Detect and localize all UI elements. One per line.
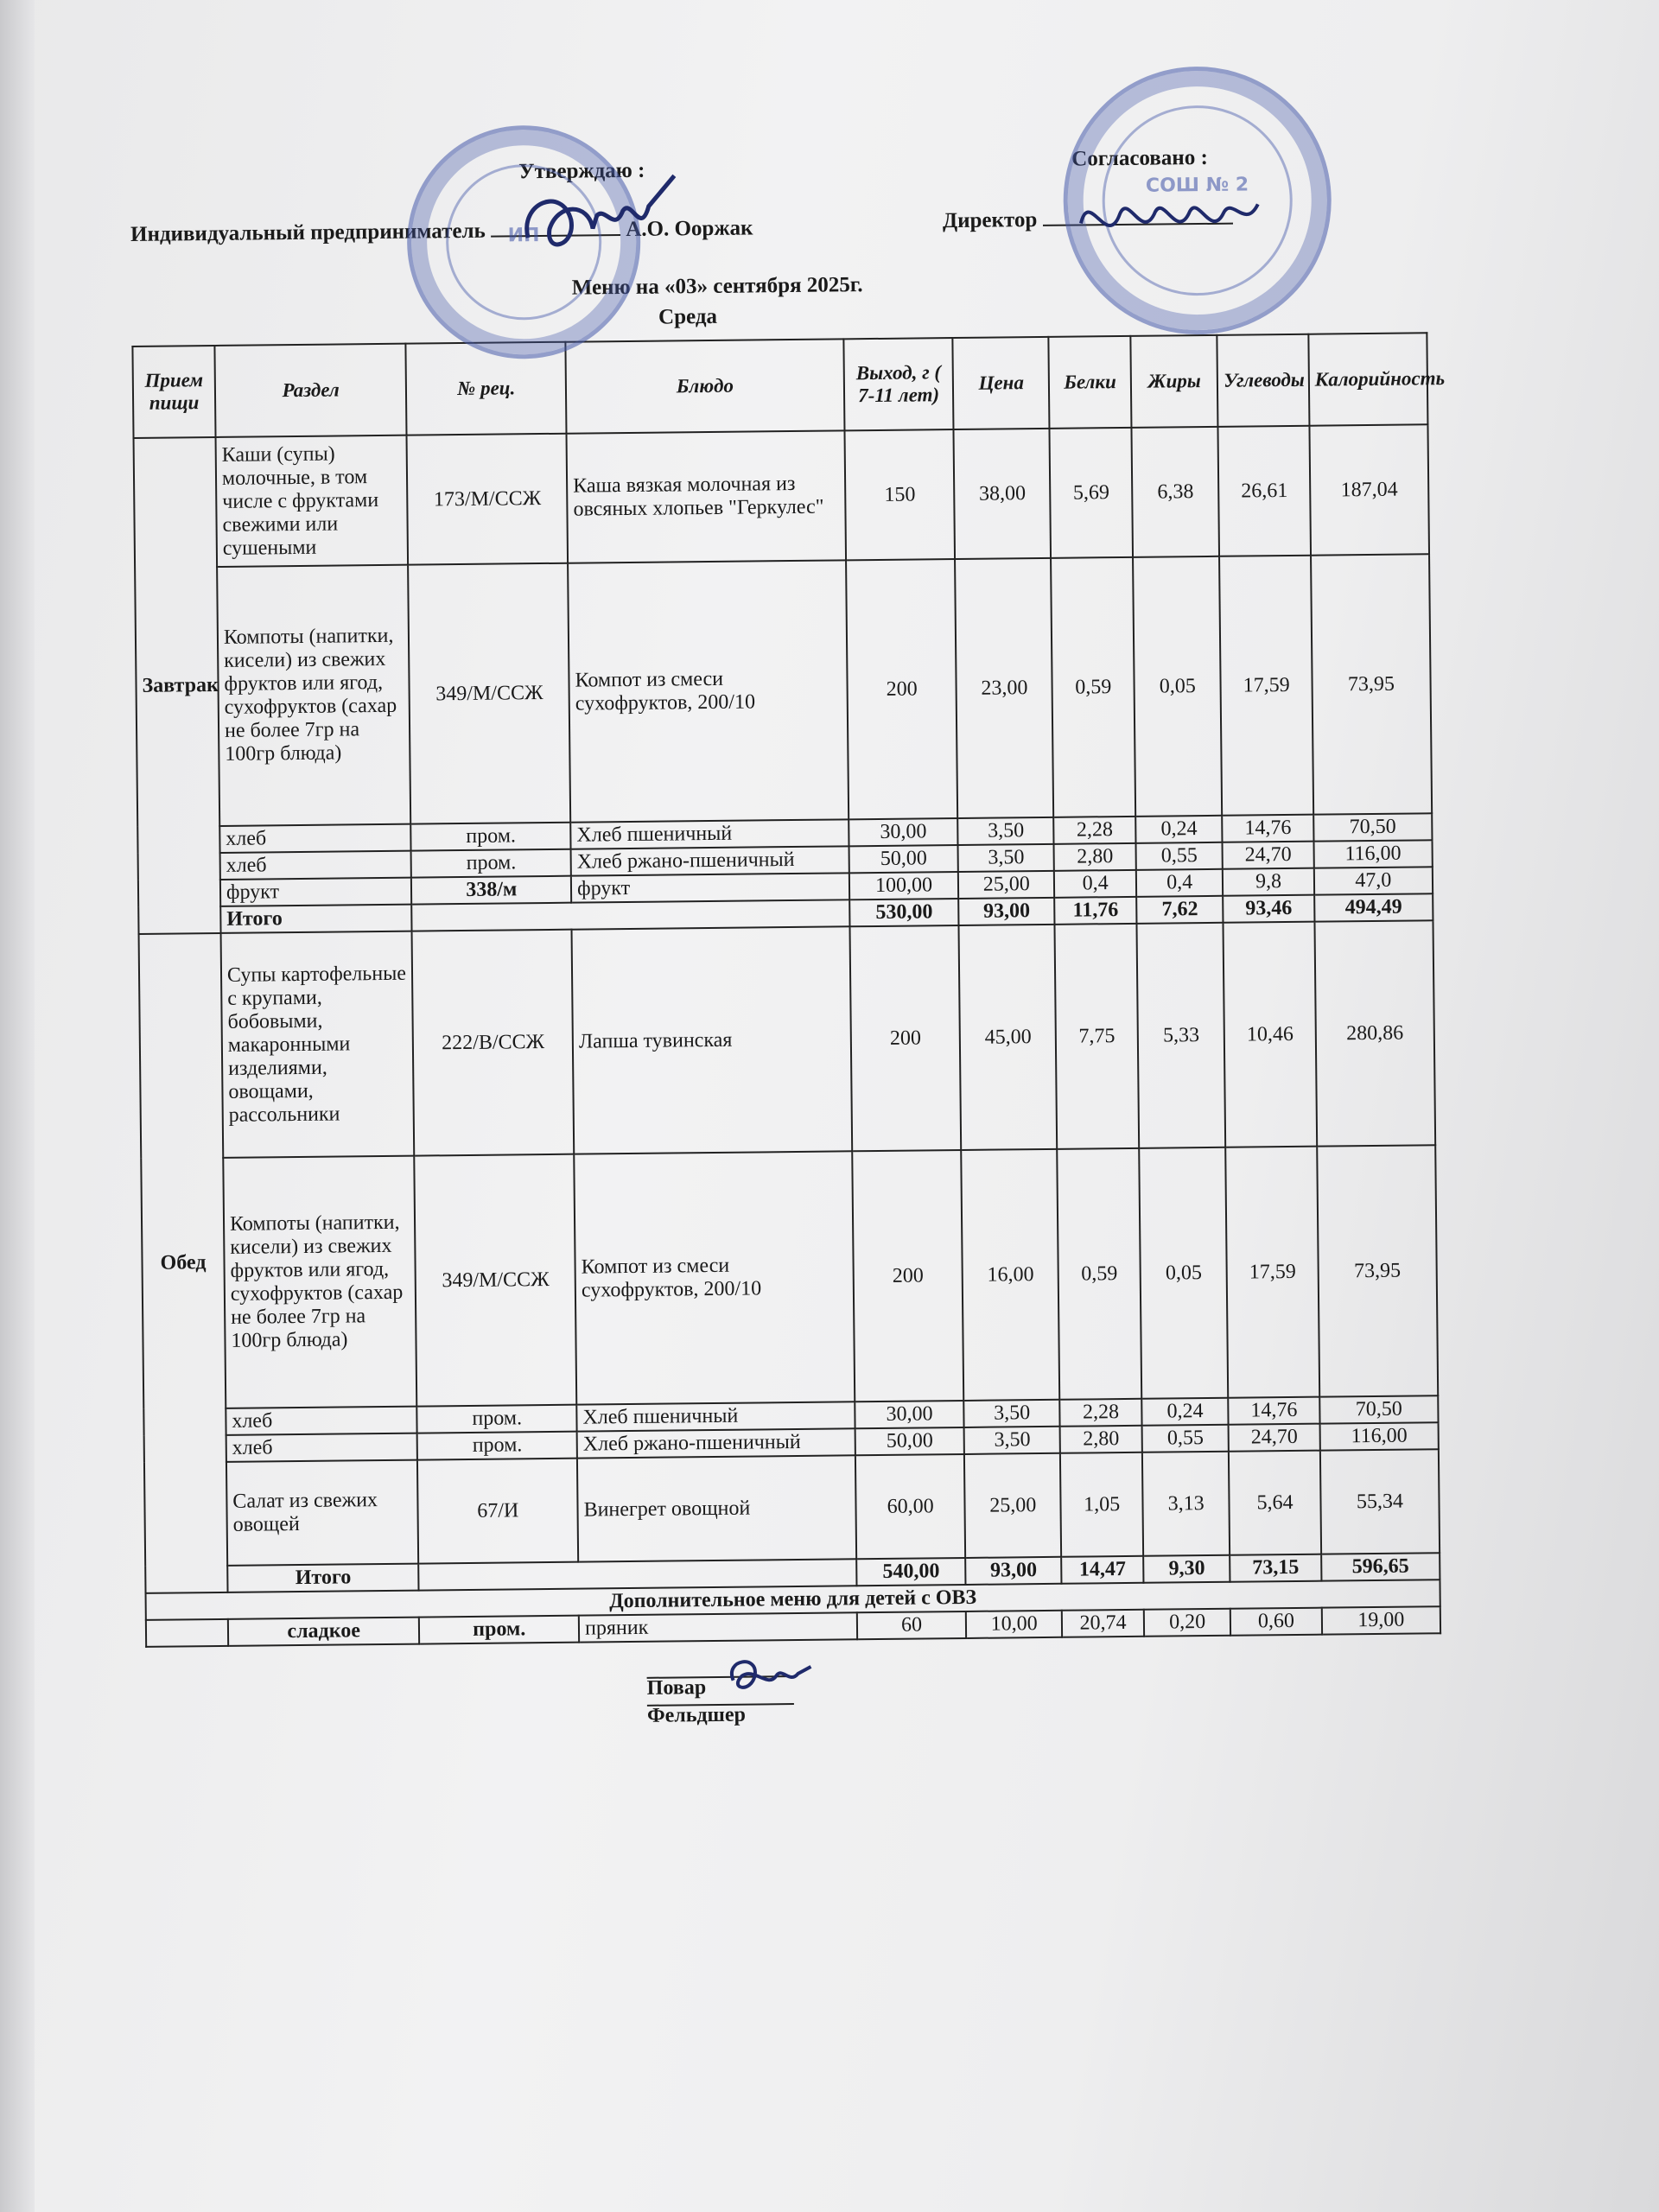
row-carbs: 10,46	[1224, 922, 1317, 1147]
row-carbs: 24,70	[1223, 842, 1314, 869]
row-carbs: 5,64	[1229, 1451, 1321, 1555]
document-header	[130, 133, 1445, 346]
row-price: 45,00	[959, 925, 1057, 1150]
row-carbs: 17,59	[1219, 556, 1313, 816]
row-dish: Хлеб пшеничный	[570, 819, 849, 849]
director-signature	[1071, 178, 1262, 257]
row-yield: 150	[844, 429, 955, 560]
row-fat: 0,55	[1142, 1425, 1230, 1452]
row-carbs: 14,76	[1229, 1397, 1320, 1425]
entrepreneur-title: Индивидуальный предприниматель	[130, 219, 486, 246]
row-fat: 0,05	[1133, 556, 1222, 817]
row-recipe: пром.	[411, 823, 571, 851]
row-dish: Хлеб ржано-пшеничный	[577, 1428, 855, 1458]
row-price: 38,00	[954, 429, 1051, 559]
row-kcal: 280,86	[1314, 920, 1435, 1146]
header-kcal: Калорийность	[1308, 333, 1427, 425]
row-protein: 2,28	[1059, 1399, 1141, 1427]
total-price: 93,00	[959, 898, 1055, 925]
row-yield: 50,00	[855, 1427, 964, 1455]
entrepreneur-stamp: ИП	[406, 124, 642, 360]
row-fat: 0,24	[1135, 816, 1223, 843]
row-protein: 1,05	[1060, 1452, 1143, 1557]
total-yield: 540,00	[856, 1558, 966, 1586]
row-protein: 2,28	[1053, 817, 1135, 844]
row-kcal: 187,04	[1309, 424, 1429, 555]
row-carbs: 9,8	[1223, 868, 1314, 896]
agreed-label: Согласовано :	[1071, 145, 1208, 171]
header-protein: Белки	[1049, 336, 1132, 429]
paper-edge	[0, 0, 35, 2212]
extra-meal-empty	[146, 1619, 228, 1647]
row-fat: 6,38	[1132, 427, 1220, 557]
row-fat: 0,4	[1136, 869, 1224, 897]
table-row	[134, 424, 1429, 568]
row-recipe: 222/В/ССЖ	[412, 930, 574, 1156]
row-protein: 0,59	[1051, 557, 1135, 817]
row-dish: Хлеб пшеничный	[576, 1402, 855, 1431]
director-title: Директор	[942, 208, 1038, 233]
row-kcal: 70,50	[1319, 1395, 1439, 1423]
menu-title: Меню на «03» сентября 2025г.	[571, 273, 863, 300]
row-fat: 0,24	[1141, 1398, 1229, 1426]
row-fat: 3,13	[1142, 1452, 1230, 1556]
row-section: хлеб	[226, 1433, 418, 1462]
row-protein: 2,80	[1060, 1426, 1142, 1453]
row-kcal: 116,00	[1313, 840, 1433, 868]
total-carbs: 93,46	[1223, 895, 1314, 923]
row-price: 3,50	[958, 817, 1054, 845]
row-fat: 5,33	[1137, 923, 1226, 1148]
row-price: 25,00	[964, 1453, 1061, 1558]
row-price: 10,00	[966, 1611, 1062, 1638]
header-price: Цена	[953, 337, 1050, 429]
row-recipe: пром.	[417, 1405, 577, 1433]
row-section: сладкое	[228, 1618, 420, 1646]
total-price: 93,00	[966, 1557, 1062, 1585]
row-carbs: 26,61	[1218, 426, 1311, 556]
header-section: Раздел	[214, 344, 407, 437]
row-dish: Лапша тувинская	[572, 926, 852, 1154]
row-kcal: 70,50	[1313, 813, 1433, 841]
meal-breakfast: Завтрак	[134, 437, 221, 934]
row-kcal: 55,34	[1320, 1449, 1440, 1554]
row-fat: 0,20	[1144, 1609, 1231, 1637]
row-dish: Компот из смеси сухофруктов, 200/10	[574, 1151, 855, 1404]
row-dish: Винегрет овощной	[577, 1455, 856, 1561]
total-fat: 7,62	[1136, 896, 1224, 924]
row-protein: 2,80	[1054, 843, 1136, 871]
table-row	[139, 920, 1436, 1159]
table-row	[144, 1449, 1440, 1567]
row-protein: 7,75	[1055, 924, 1140, 1149]
medic-label: Фельдшер	[646, 1703, 747, 1727]
total-protein: 14,47	[1061, 1556, 1143, 1584]
row-dish: Каша вязкая молочная из овсяных хлопьев "Геркулес"	[567, 430, 846, 563]
menu-document	[130, 133, 1459, 1743]
row-section: хлеб	[219, 824, 411, 853]
row-yield: 30,00	[849, 818, 958, 846]
row-fat: 0,05	[1139, 1147, 1228, 1399]
row-dish: фрукт	[571, 873, 849, 902]
meal-lunch: Обед	[139, 933, 228, 1593]
row-yield: 60	[857, 1611, 967, 1639]
row-yield: 60,00	[855, 1454, 966, 1559]
row-section: Компоты (напитки, кисели) из свежих фруктов или ягод, сухофруктов (сахар не более 7гр на 100гр блюда)	[217, 565, 411, 826]
row-fat: 0,55	[1136, 842, 1224, 870]
row-recipe: 338/м	[411, 876, 571, 905]
header-meal: Прием пищи	[132, 346, 215, 438]
total-label: Итого	[227, 1564, 419, 1592]
header-fat: Жиры	[1130, 335, 1217, 428]
total-carbs: 73,15	[1230, 1554, 1321, 1582]
row-recipe: 173/М/ССЖ	[407, 434, 568, 565]
row-carbs: 14,76	[1222, 815, 1313, 842]
document-footer	[145, 1634, 1459, 1743]
row-carbs: 0,60	[1230, 1608, 1322, 1636]
total-protein: 11,76	[1054, 897, 1136, 925]
row-recipe: 349/М/ССЖ	[415, 1154, 577, 1407]
row-price: 3,50	[964, 1427, 1060, 1454]
row-yield: 200	[846, 559, 958, 819]
row-kcal: 47,0	[1314, 867, 1433, 894]
row-yield: 50,00	[849, 845, 958, 873]
row-dish: пряник	[579, 1612, 857, 1642]
row-protein: 20,74	[1062, 1610, 1144, 1637]
total-label: Итого	[220, 905, 412, 933]
header-recipe: № рец.	[406, 342, 567, 435]
row-yield: 30,00	[855, 1401, 964, 1428]
entrepreneur-signature	[510, 167, 683, 272]
approve-label: Утверждаю :	[518, 158, 645, 184]
total-kcal: 494,49	[1314, 893, 1433, 921]
row-section: Компоты (напитки, кисели) из свежих фруктов или ягод, сухофруктов (сахар не более 7гр на 100гр блюда)	[223, 1156, 417, 1408]
total-fat: 9,30	[1143, 1555, 1230, 1583]
row-price: 23,00	[955, 558, 1053, 818]
school-stamp: СОШ № 2	[1062, 65, 1332, 335]
cook-signature	[720, 1649, 816, 1702]
row-yield: 100,00	[849, 872, 959, 899]
header-dish: Блюдо	[565, 339, 844, 433]
total-kcal: 596,65	[1321, 1553, 1440, 1580]
row-recipe: 349/М/ССЖ	[409, 563, 571, 824]
table-row	[135, 554, 1432, 827]
weekday: Среда	[658, 304, 718, 329]
row-recipe: 67/И	[417, 1459, 578, 1564]
row-recipe: пром.	[411, 849, 571, 878]
row-section: хлеб	[219, 851, 411, 880]
row-price: 3,50	[964, 1400, 1060, 1427]
row-section: Салат из свежих овощей	[226, 1460, 419, 1566]
row-yield: 200	[852, 1150, 964, 1402]
row-carbs: 24,70	[1229, 1424, 1320, 1452]
header-carbs: Углеводы	[1217, 334, 1310, 427]
row-kcal: 73,95	[1311, 554, 1432, 814]
entrepreneur-name: А.О. Ооржак	[626, 216, 753, 241]
row-section: Супы картофельные с крупами, бобовыми, макаронными изделиями, овощами, рассольники	[220, 931, 414, 1158]
total-yield: 530,00	[849, 899, 959, 926]
row-protein: 0,4	[1054, 870, 1136, 898]
row-protein: 0,59	[1057, 1148, 1141, 1400]
row-section: фрукт	[220, 878, 412, 906]
row-carbs: 17,59	[1226, 1147, 1320, 1398]
row-price: 25,00	[958, 871, 1054, 899]
row-kcal: 19,00	[1322, 1606, 1441, 1634]
row-recipe: пром.	[417, 1432, 577, 1460]
table-header-row	[132, 333, 1427, 438]
row-protein: 5,69	[1050, 428, 1134, 558]
header-yield: Выход, г ( 7-11 лет)	[843, 338, 954, 430]
row-kcal: 116,00	[1319, 1422, 1439, 1450]
row-price: 16,00	[962, 1149, 1060, 1401]
row-section: хлеб	[226, 1407, 417, 1435]
row-dish: Хлеб ржано-пшеничный	[571, 846, 849, 875]
menu-table	[131, 332, 1446, 1648]
row-dish: Компот из смеси сухофруктов, 200/10	[568, 560, 849, 822]
cook-label: Повар	[646, 1676, 707, 1700]
row-price: 3,50	[958, 844, 1054, 872]
row-section: Каши (супы) молочные, в том числе с фруктами свежими или сушеными	[215, 435, 408, 567]
row-kcal: 73,95	[1317, 1145, 1438, 1396]
table-row	[141, 1145, 1438, 1409]
extra-menu-title: Дополнительное меню для детей с ОВЗ	[146, 1580, 1440, 1620]
row-recipe: пром.	[419, 1616, 579, 1644]
row-yield: 200	[849, 925, 961, 1151]
